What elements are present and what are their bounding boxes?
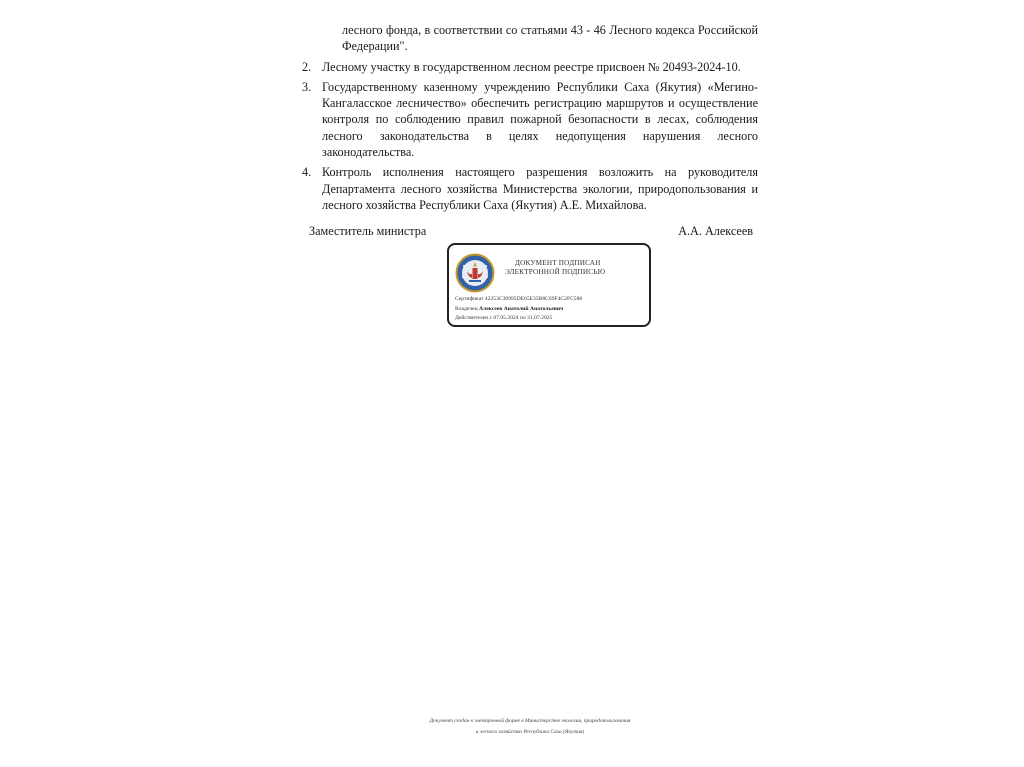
validity-line <box>455 314 649 324</box>
list-item-number: 3. <box>302 79 312 94</box>
validity-label: Действителен <box>455 315 489 322</box>
list-item <box>300 79 758 160</box>
list-item <box>300 164 758 213</box>
document-body <box>300 22 758 217</box>
certificate-line <box>455 295 649 305</box>
certificate-value: 42253C30995DE65E35B8C69F4C2FC588 <box>484 296 583 302</box>
list-item <box>300 59 758 75</box>
stamp-details <box>455 295 649 324</box>
page-footer <box>380 716 680 738</box>
electronic-signature-stamp <box>447 243 651 327</box>
stamp-title-line1: ДОКУМЕНТ ПОДПИСАН <box>515 259 601 267</box>
validity-value: с 07.05.2024 по 31.07.2025 <box>489 315 553 322</box>
footer-line1: Документ создан в электронной форме в Министерстве экологии, природопользования <box>429 718 631 724</box>
owner-value: Алексеев Анатолий Анатольевич <box>479 305 564 312</box>
sakha-coat-of-arms-icon <box>455 253 495 293</box>
signature-row <box>309 224 753 239</box>
signatory-position: Заместитель министра <box>309 224 427 238</box>
list-item-text: Лесному участку в государственном лесном реестре присвоен № 20493-2024-10. <box>322 59 741 74</box>
stamp-title <box>505 259 645 277</box>
list-item-text: Государственному казенному учреждению Республики Саха (Якутия) «Мегино-Кангаласское лесничество» обеспечить регистрацию маршрутов и осуществление контроля по соблюдению правил пожарной безопасности в лесах, соблюдения лесного законодательства в целях недопущения нарушения лесного законодательства. <box>322 79 758 160</box>
list-item-text: Контроль исполнения настоящего разрешения возложить на руководителя Департамента лесного хозяйства Министерства экологии, природопользования и лесного хозяйства Республики Саха (Якутия) А.Е. Михайлова. <box>322 165 758 212</box>
footer-line2: и лесного хозяйства Республики Саха (Якутия) <box>475 729 585 735</box>
owner-label: Владелец <box>455 305 478 312</box>
list-item-number: 2. <box>302 59 312 74</box>
signatory-name: А.А. Алексеев <box>678 224 753 238</box>
stamp-title-line2: ЭЛЕКТРОННОЙ ПОДПИСЬЮ <box>505 268 606 276</box>
list-item-number: 4. <box>302 165 312 180</box>
certificate-label: Сертификат <box>455 296 484 302</box>
owner-line <box>455 305 649 315</box>
paragraph-continuation: лесного фонда, в соответствии со статьями 43 - 46 Лесного кодекса Российской Федерации". <box>342 23 758 54</box>
